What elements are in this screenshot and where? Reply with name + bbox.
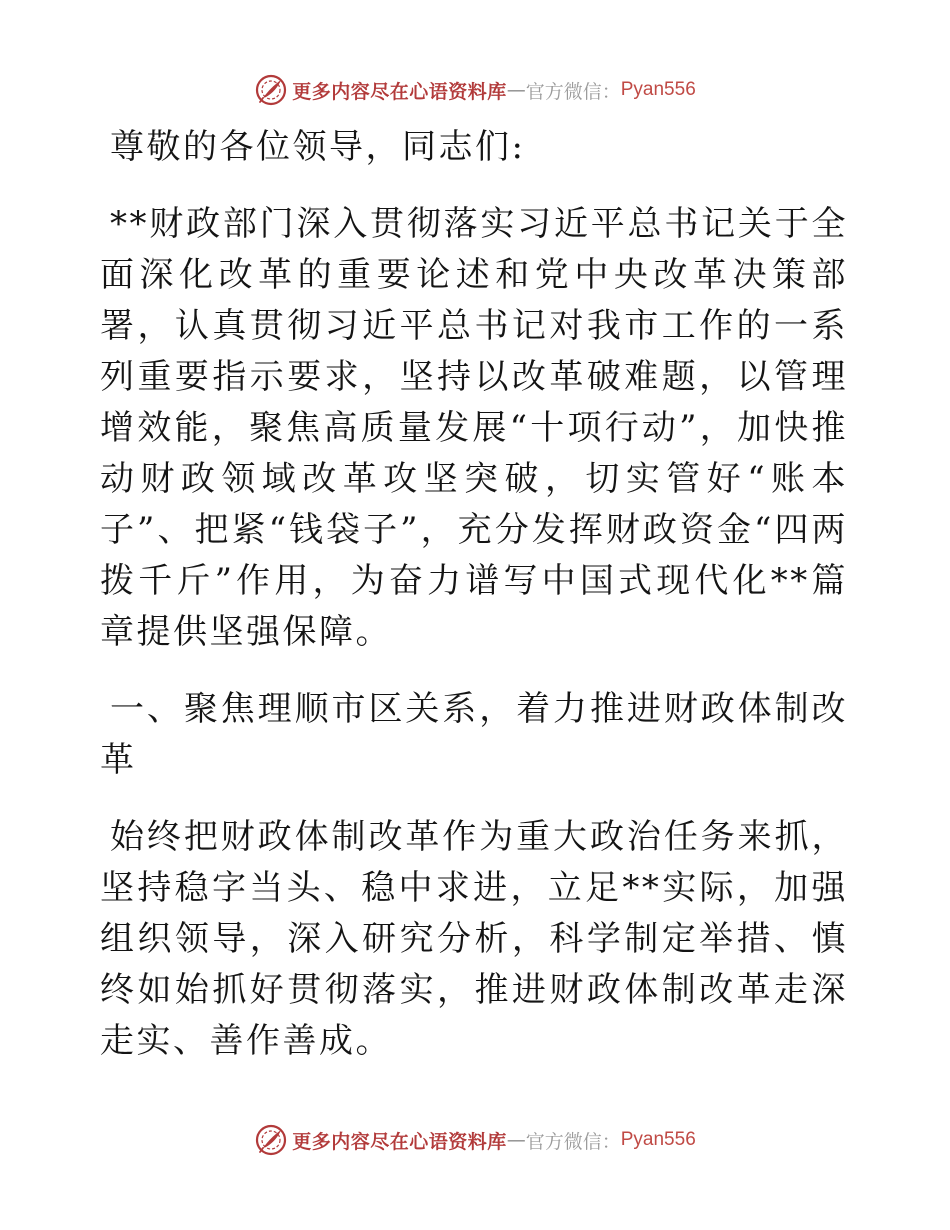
section-heading: 一、聚焦理顺市区关系，着力推进财政体制改革 [100, 689, 848, 780]
document-body [100, 122, 848, 1067]
watermark-footer [0, 1120, 950, 1160]
watermark-main-text: 更多内容尽在心语资料库 [292, 1130, 507, 1153]
watermark-wechat-label: 官方微信： [525, 1130, 621, 1153]
salutation: 尊敬的各位领导，同志们: [110, 127, 526, 167]
watermark-wechat-id: Pyan556 [620, 79, 696, 100]
paragraph: 始终把财政体制改革作为重大政治任务来抓，坚持稳字当头、稳中求进，立足**实际，加强组织领导，深入研究分析，科学制定举措、慎终如始抓好贯彻落实，推进财政体制改革走深走实、善作善成。 [100, 817, 848, 1061]
quill-circle-logo-icon [254, 73, 288, 107]
watermark-separator: — [506, 79, 526, 101]
paragraph: **财政部门深入贯彻落实习近平总书记关于全面深化改革的重要论述和党中央改革决策部署，认真贯彻习近平总书记对我市工作的一系列重要指示要求，坚持以改革破难题，以管理增效能，聚焦高质量发展“十项行动”，加快推动财政领域改革攻坚突破，切实管好“账本子”、把紧“钱袋子”，充分发挥财政资金“四两拨千斤”作用，为奋力谱写中国式现代化**篇章提供坚强保障。 [100, 204, 848, 652]
quill-circle-logo-icon [254, 1123, 288, 1157]
watermark-separator: — [506, 1129, 526, 1151]
watermark-header [0, 70, 950, 110]
watermark-wechat-label: 官方微信： [525, 80, 621, 103]
watermark-wechat-id: Pyan556 [620, 1129, 696, 1150]
watermark-main-text: 更多内容尽在心语资料库 [292, 80, 507, 103]
